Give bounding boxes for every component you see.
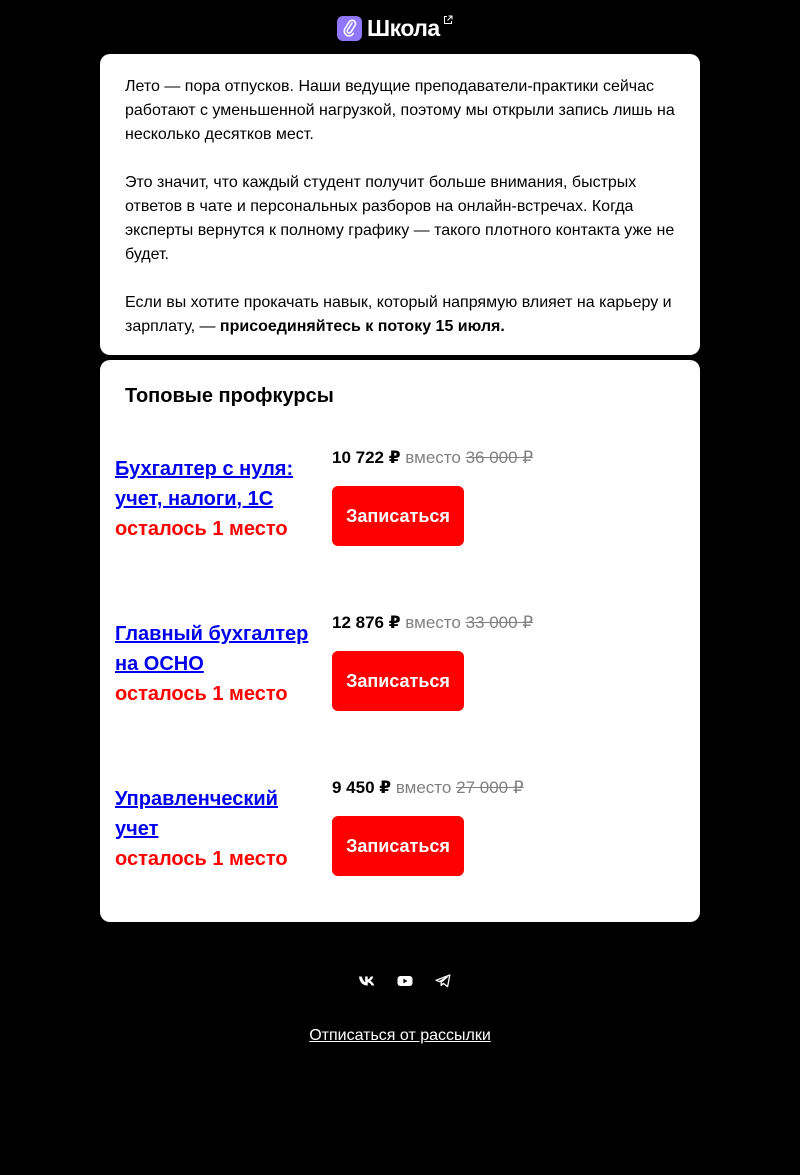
intro-paragraph-3-text: Если вы хотите прокачать навык, который напрямую влияет на карьеру и зарплату, —	[125, 294, 672, 335]
intro-paragraph-1: Лето — пора отпусков. Наши ведущие преподаватели-практики сейчас работают с уменьшенной нагрузкой, поэтому мы открыли запись лишь на несколько десятков мест.	[125, 78, 675, 143]
logo-text: Школа	[367, 15, 440, 41]
price-old: 33 000 ₽	[465, 613, 534, 632]
courses-title: Топовые профкурсы	[125, 385, 334, 407]
intro-paragraph-3	[125, 291, 680, 339]
youtube-icon[interactable]	[395, 971, 415, 991]
course-price	[332, 446, 533, 470]
price-word: вместо	[405, 613, 461, 632]
paperclip-icon	[337, 16, 362, 41]
intro-card	[100, 54, 700, 355]
course-item	[100, 613, 700, 779]
social-links	[357, 971, 453, 991]
unsubscribe-link[interactable]: Отписаться от рассылки	[309, 1027, 491, 1044]
course-link[interactable]: Бухгалтер с нуля: учет, налоги, 1С	[115, 458, 294, 510]
enroll-button[interactable]: Записаться	[332, 651, 464, 711]
price-new: 12 876 ₽	[332, 613, 401, 632]
course-price	[332, 611, 533, 635]
enroll-button[interactable]: Записаться	[332, 486, 464, 546]
vk-icon[interactable]	[357, 971, 377, 991]
course-item	[100, 778, 700, 944]
price-word: вместо	[405, 448, 461, 467]
seats-left: осталось 1 место	[115, 848, 288, 870]
price-new: 10 722 ₽	[332, 448, 401, 467]
course-info	[115, 784, 320, 874]
intro-paragraph-2: Это значит, что каждый студент получит больше внимания, быстрых ответов в чате и персональных разборов на онлайн-встречах. Когда эксперты вернутся к полному графику — такого плотного контакта уже не будет.	[125, 174, 675, 263]
price-word: вместо	[395, 778, 452, 797]
course-link[interactable]: Главный бухгалтер на ОСНО	[115, 623, 309, 675]
intro-paragraph-3-bold: присоединяйтесь к потоку 15 июля.	[219, 318, 505, 335]
enroll-button[interactable]: Записаться	[332, 816, 464, 876]
telegram-icon[interactable]	[433, 971, 453, 991]
course-link[interactable]: Управленческий учет	[115, 788, 278, 840]
seats-left: осталось 1 место	[115, 518, 288, 540]
course-info	[115, 619, 320, 709]
price-old: 27 000 ₽	[456, 778, 524, 797]
external-link-icon	[443, 12, 453, 30]
price-old: 36 000 ₽	[465, 448, 534, 467]
course-price	[332, 776, 524, 800]
course-item	[100, 448, 700, 614]
logo[interactable]	[337, 14, 440, 42]
seats-left: осталось 1 место	[115, 683, 288, 705]
price-new: 9 450 ₽	[332, 778, 392, 797]
header	[0, 0, 800, 54]
course-info	[115, 454, 320, 544]
courses-card	[100, 360, 700, 922]
